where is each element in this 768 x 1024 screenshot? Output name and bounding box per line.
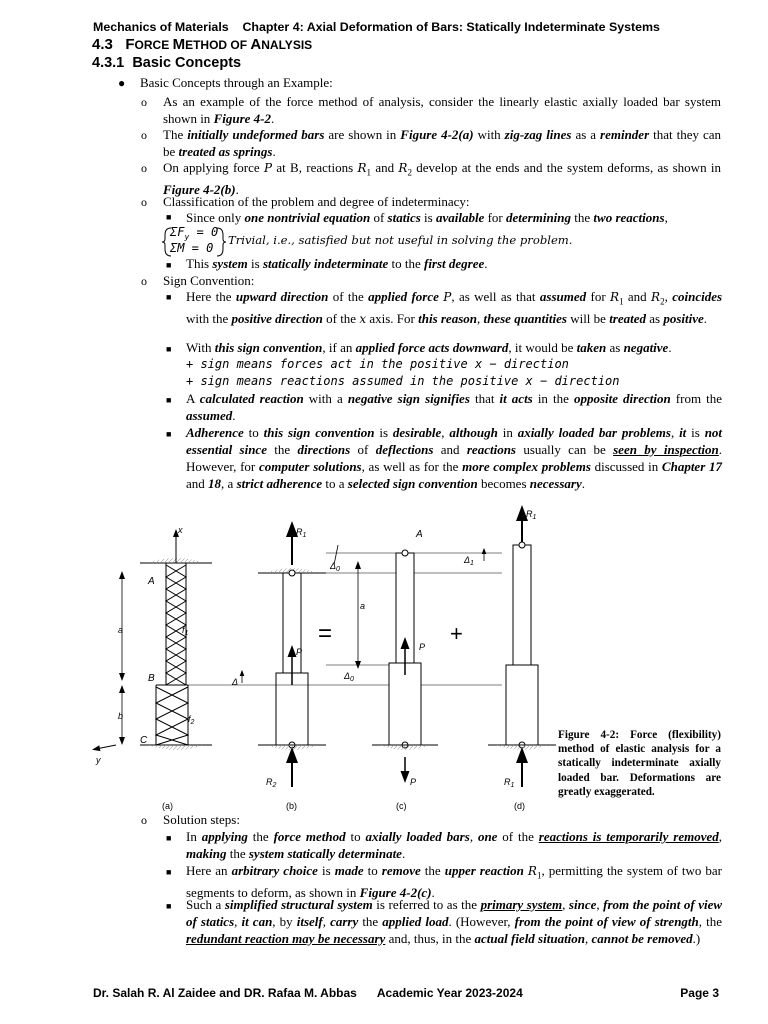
label-R1-d2: $R_1$ (504, 777, 515, 789)
paragraph-p5d: Adherence to this sign convention is desirable, although in axially loaded bar problems, it is not essential since the directions of deflections and reactions usually can be seen by inspection. However, for computer solutions, as well as for the more complex problems discussed in Chapter 17 and 18, a strict adherence to a selected sign convention becomes necessary. (186, 425, 723, 491)
bullet-circle: o (141, 195, 147, 209)
label-A-c: A (416, 529, 423, 540)
subfig-c (329, 529, 438, 811)
label-C: C (140, 735, 148, 746)
running-header (93, 20, 733, 34)
paragraph-p2: The initially undeformed bars are shown in Figure 4-2(a) with zig-zag lines as a reminder that they can be treated as springs. (163, 127, 721, 159)
eq-sum-fy: $\Sigma F_y = 0$ (170, 225, 219, 242)
bullet-square: ■ (166, 260, 172, 270)
dim-b: b (118, 711, 124, 721)
equals-sign: = (318, 620, 333, 647)
bullet-square: ■ (166, 867, 172, 877)
dim-a-c: a (360, 601, 366, 611)
paragraph-p1: As an example of the force method of analysis, consider the linearly elastic axially loaded bar system shown in Figure 4-2. (163, 94, 721, 126)
label-A: A (148, 576, 155, 587)
axis-y-label: y (96, 755, 101, 765)
header-chapter: Chapter 4: Axial Deformation of Bars: Statically Indeterminate Systems (242, 20, 660, 34)
eq-trivial-note: Trivial, i.e., satisfied but not useful in solving the problem. (228, 233, 573, 247)
label-P-c2: P (410, 777, 417, 787)
paragraph-p6a: In applying the force method to axially loaded bars, one of the reactions is temporarily removed, making the system statically determinate. (186, 829, 722, 861)
paragraph-p6: Solution steps: (163, 812, 240, 827)
axis-x-label: x (178, 525, 183, 535)
statics-equations (162, 226, 722, 258)
bullet-circle: o (141, 161, 147, 175)
footer-page: Page 3 (680, 986, 719, 1000)
label-R1-b: $R_1$ (296, 527, 307, 539)
label-delta0-bottom: $\Delta_0$ (344, 671, 354, 683)
bullet-dot: ● (118, 76, 126, 90)
paragraph-p4a: Since only one nontrivial equation of statics is available for determining the two reactions, (186, 210, 668, 225)
footer-year: Academic Year 2023-2024 (376, 986, 523, 1000)
bullet-circle: o (141, 95, 147, 109)
label-delta0-top: $\Delta_0$ (330, 561, 340, 573)
subfig-c-label: (c) (396, 801, 407, 811)
bullet-square: ■ (166, 395, 172, 405)
eq-sign-forces: + sign means forces act in the positive x − direction (186, 357, 569, 371)
header-course: Mechanics of Materials (93, 20, 229, 34)
bullet-square: ■ (166, 344, 172, 354)
subfig-a (95, 525, 212, 811)
paragraph-p3: On applying force P at B, reactions $R_1$ and $R_2$ develop at the ends and the system deforms, as shown in Figure 4-2(b). (163, 160, 721, 197)
bullet-circle: o (141, 128, 147, 142)
section-title: 4.3 FORCE METHOD OF ANALYSIS (92, 36, 313, 53)
label-f2: $f_2$ (188, 714, 195, 726)
paragraph-p5b: With this sign convention, if an applied force acts downward, it would be taken as negative. (186, 340, 672, 355)
label-delta1: $\Delta_1$ (464, 555, 474, 567)
plus-sign: + (450, 621, 463, 646)
eq-sum-m: ΣM = 0 (170, 241, 214, 255)
bullet-square: ■ (166, 901, 172, 911)
paragraph-p6c: Such a simplified structural system is referred to as the primary system, since, from the point of view of statics, it can, by itself, carry the applied load. (However, from the point of view of strength, the redundant reaction may be necessary and, thus, in the actual field situation, cannot be removed.) (186, 897, 723, 946)
label-R1-d: $R_1$ (526, 509, 537, 521)
subfig-b-label: (b) (286, 801, 297, 811)
subfig-a-label: (a) (162, 801, 173, 811)
eq-sign-reactions: + sign means reactions assumed in the positive x − direction (186, 374, 620, 388)
bullet-square: ■ (166, 429, 172, 439)
bullet-square: ■ (166, 292, 172, 302)
paragraph-p4: Classification of the problem and degree of indeterminacy: (163, 194, 470, 209)
bullet-intro: Basic Concepts through an Example: (140, 75, 333, 90)
bullet-circle: o (141, 274, 147, 288)
bullet-circle: o (141, 813, 147, 827)
paragraph-p5a: Here the upward direction of the applied force P, as well as that assumed for $R_1$ and $R_2$, coincides with the positive direction of the x axis. For this reason, these quantities will be treated as positive. (186, 289, 723, 326)
label-B: B (148, 673, 155, 684)
subfig-d-label: (d) (514, 801, 525, 811)
bullet-square: ■ (166, 212, 172, 222)
label-P-b: P (296, 647, 303, 657)
paragraph-p5: Sign Convention: (163, 273, 255, 288)
page-footer (93, 986, 719, 1000)
bullet-square: ■ (166, 833, 172, 843)
paragraph-p6b: Here an arbitrary choice is made to remove the upper reaction $R_1$, permitting the system of two bar segments to deform, as shown in Figure 4-2(c). (186, 863, 722, 900)
subfig-d (463, 509, 556, 811)
label-f1: $f_1$ (182, 625, 189, 637)
paragraph-p4b: This system is statically indeterminate to the first degree. (186, 256, 488, 271)
label-delta: Δ (232, 677, 239, 687)
right-brace (216, 227, 226, 257)
label-P-c: P (419, 642, 426, 652)
label-R2-b: $R_2$ (266, 777, 277, 789)
figure-4-2 (90, 505, 560, 815)
subsection-title: 4.3.1 Basic Concepts (92, 55, 242, 71)
figure-caption: Figure 4-2: Force (flexibility) method of elastic analysis for a statically indeterminate axially loaded bar. Deformations are greatly exaggerated. (558, 729, 721, 798)
footer-authors: Dr. Salah R. Al Zaidee and DR. Rafaa M. Abbas (93, 986, 357, 1000)
dim-a: a (118, 625, 124, 635)
subfig-b (231, 527, 326, 811)
paragraph-p5c: A calculated reaction with a negative sign signifies that it acts in the opposite direction from the assumed. (186, 391, 722, 423)
